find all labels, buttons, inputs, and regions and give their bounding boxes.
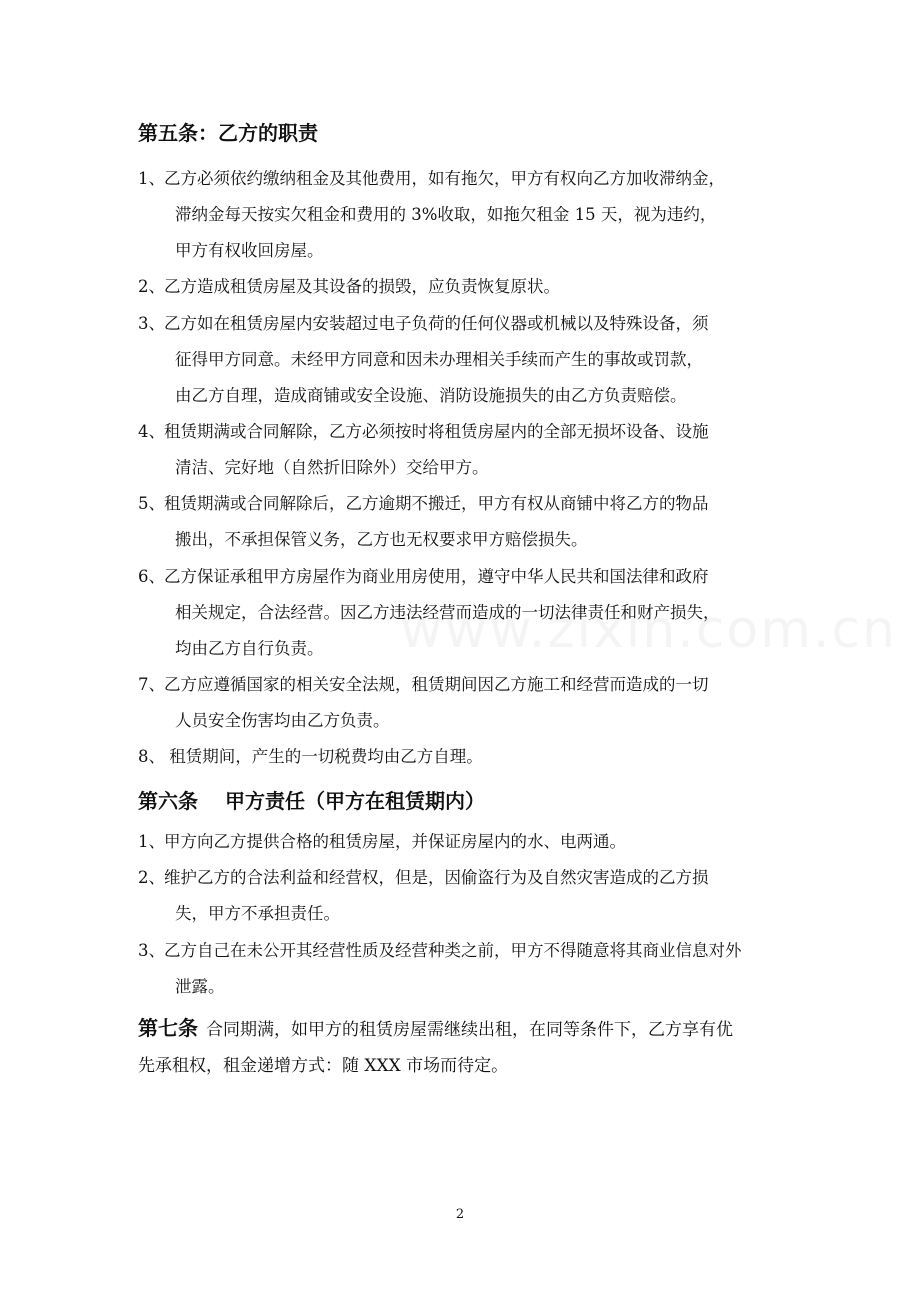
item-text: 乙方必须依约缴纳租金及其他费用，如有拖欠，甲方有权向乙方加收滞纳金， <box>164 169 725 188</box>
article-7-line <box>138 1009 828 1047</box>
item-number: 1、 <box>138 832 165 851</box>
article-5-item-8 <box>138 739 828 775</box>
item-line <box>138 486 828 522</box>
item-line: 清洁、完好地（自然折旧除外）交给甲方。 <box>175 458 489 477</box>
item-line <box>138 667 828 703</box>
item-number: 4、 <box>138 422 165 441</box>
item-line: 征得甲方同意。未经甲方同意和因未办理相关手续而产生的事故或罚款， <box>175 350 703 369</box>
item-number: 5、 <box>138 494 165 513</box>
item-line <box>138 739 828 775</box>
item-line <box>138 414 828 450</box>
article-5-item-1 <box>138 161 828 269</box>
item-number: 2、 <box>138 277 165 296</box>
article-7-heading: 第七条 <box>138 1016 198 1040</box>
item-number: 6、 <box>138 567 165 586</box>
item-number: 3、 <box>138 941 165 960</box>
article-7 <box>138 1009 828 1085</box>
article-5-item-4 <box>138 414 828 486</box>
item-number: 2、 <box>138 868 165 887</box>
item-line: 相关规定，合法经营。因乙方违法经营而造成的一切法律责任和财产损失， <box>175 603 720 622</box>
item-line: 人员安全伤害均由乙方负责。 <box>175 711 390 730</box>
item-text: 租赁期满或合同解除，乙方必须按时将租赁房屋内的全部无损坏设备、设施 <box>164 422 709 441</box>
item-line: 甲方有权收回房屋。 <box>175 241 324 260</box>
item-text: 甲方向乙方提供合格的租赁房屋，并保证房屋内的水、电两通。 <box>164 832 626 851</box>
item-text: 乙方应遵循国家的相关安全法规，租赁期间因乙方施工和经营而造成的一切 <box>164 675 709 694</box>
item-line <box>138 306 828 342</box>
article-6-item-3 <box>138 933 828 1005</box>
item-line: 泄露。 <box>175 977 225 996</box>
article-5-item-3 <box>138 306 828 414</box>
item-text: 租赁期间，产生的一切税费均由乙方自理。 <box>164 747 483 766</box>
article-5-item-2 <box>138 269 828 305</box>
item-line <box>138 161 828 197</box>
item-text: 乙方如在租赁房屋内安装超过电子负荷的任何仪器或机械以及特殊设备，须 <box>164 314 709 333</box>
article-5-item-5 <box>138 486 828 558</box>
page-number: 2 <box>455 1207 465 1222</box>
article-6-item-1 <box>138 824 828 860</box>
item-line <box>138 559 828 595</box>
item-text: 乙方自己在未公开其经营性质及经营种类之前，甲方不得随意将其商业信息对外 <box>164 941 742 960</box>
item-number: 8、 <box>138 747 165 766</box>
article-7-text: 合同期满，如甲方的租赁房屋需继续出租，在同等条件下，乙方享有优 <box>206 1020 733 1040</box>
item-line: 滞纳金每天按实欠租金和费用的 3%收取，如拖欠租金 15 天，视为违约， <box>175 205 717 224</box>
item-line <box>138 824 828 860</box>
article-5-heading: 第五条：乙方的职责 <box>138 121 318 145</box>
article-6-heading: 第六条 甲方责任（甲方在租赁期内） <box>138 789 485 813</box>
item-line: 失，甲方不承担责任。 <box>175 904 340 923</box>
article-5-item-7 <box>138 667 828 739</box>
item-line <box>138 860 828 896</box>
article-7-line: 先承租权，租金递增方式：随 XXX 市场而待定。 <box>138 1056 509 1076</box>
item-line <box>138 933 828 969</box>
article-5-item-6 <box>138 559 828 667</box>
item-text: 乙方保证承租甲方房屋作为商业用房使用，遵守中华人民共和国法律和政府 <box>164 567 709 586</box>
article-6-item-2 <box>138 860 828 932</box>
item-line: 均由乙方自行负责。 <box>175 639 324 658</box>
item-line <box>138 269 828 305</box>
item-line: 由乙方自理，造成商铺或安全设施、消防设施损失的由乙方负责赔偿。 <box>175 386 687 405</box>
item-number: 3、 <box>138 314 165 333</box>
item-text: 乙方造成租赁房屋及其设备的损毁，应负责恢复原状。 <box>164 277 560 296</box>
item-number: 7、 <box>138 675 165 694</box>
item-text: 维护乙方的合法利益和经营权，但是，因偷盗行为及自然灾害造成的乙方损 <box>164 868 709 887</box>
item-text: 租赁期满或合同解除后，乙方逾期不搬迁，甲方有权从商铺中将乙方的物品 <box>164 494 709 513</box>
item-number: 1、 <box>138 169 165 188</box>
item-line: 搬出，不承担保管义务，乙方也无权要求甲方赔偿损失。 <box>175 530 588 549</box>
